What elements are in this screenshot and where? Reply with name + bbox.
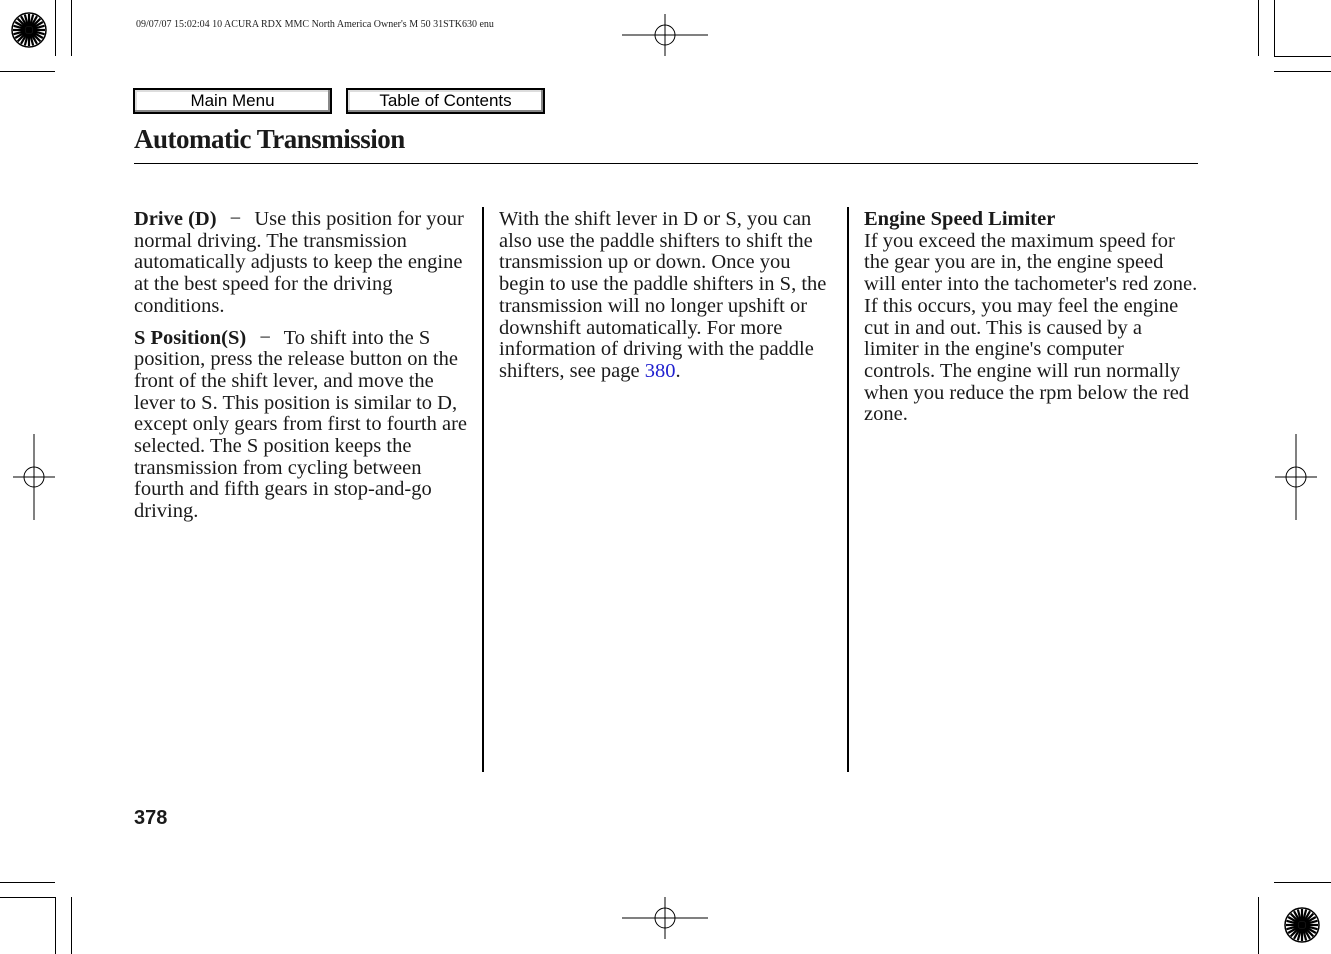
em-dash: − bbox=[259, 326, 271, 349]
period: . bbox=[675, 359, 681, 382]
crop-mark bbox=[1258, 897, 1259, 954]
column-divider bbox=[847, 207, 849, 772]
paragraph-text: If you exceed the maximum speed for the gear you are in, the engine speed will enter into the tachometer's red zone. If this occurs, you may feel the engine cut in and out. This is caused by a limiter in the engine's computer controls. The engine will run normally when you reduce the rpm below the red zone. bbox=[864, 229, 1198, 426]
crop-mark bbox=[1258, 0, 1259, 56]
registration-wheel-icon bbox=[10, 11, 48, 49]
crosshair-target-icon bbox=[622, 897, 708, 939]
term-s-position: S Position(S) bbox=[134, 326, 247, 349]
paragraph-paddle bbox=[499, 209, 834, 383]
print-header: 09/07/07 15:02:04 10 ACURA RDX MMC North America Owner's M 50 31STK630 enu bbox=[136, 19, 494, 30]
paragraph-text: With the shift lever in D or S, you can also use the paddle shifters to shift the transmission up or down. Once you begin to use the paddle shifters in S, the transmission will no longer upshift or downshift automatically. For more information of driving with the paddle shifters, see page bbox=[499, 208, 827, 382]
table-of-contents-button[interactable]: Table of Contents bbox=[346, 88, 545, 114]
title-divider bbox=[134, 163, 1198, 164]
column-drive-modes bbox=[134, 209, 469, 533]
crop-mark bbox=[55, 0, 56, 56]
main-menu-button[interactable]: Main Menu bbox=[133, 88, 332, 114]
crop-mark bbox=[71, 897, 72, 954]
column-paddle-shifters bbox=[499, 209, 834, 393]
term-drive: Drive (D) bbox=[134, 208, 217, 230]
column-divider bbox=[482, 207, 484, 772]
paragraph-text: To shift into the S position, press the release button on the front of the shift lever, and move the lever to S. This position is similar to D, except only gears from first to fourth are selected. The S position keeps the transmission from cycling between fourth and fifth gears in stop-and-go driving. bbox=[134, 326, 468, 523]
column-engine-speed-limiter bbox=[864, 209, 1199, 436]
crop-mark bbox=[1274, 56, 1331, 57]
crosshair-target-icon bbox=[1275, 434, 1317, 520]
crop-mark bbox=[1274, 71, 1331, 72]
crop-mark bbox=[1274, 0, 1275, 56]
page-380-link[interactable]: 380 bbox=[644, 359, 676, 382]
em-dash: − bbox=[229, 208, 242, 230]
crop-mark bbox=[0, 71, 55, 72]
registration-wheel-icon bbox=[1283, 906, 1321, 944]
crop-mark bbox=[0, 897, 55, 898]
paragraph-text: Use this position for your normal driving. The transmission automatically adjusts to keep the engine at the best speed for the driving conditions. bbox=[134, 208, 464, 317]
page-number: 378 bbox=[134, 807, 168, 829]
paragraph-drive bbox=[134, 209, 469, 318]
crop-mark bbox=[55, 897, 56, 954]
paragraph-s-position bbox=[134, 328, 469, 523]
crop-mark bbox=[0, 882, 55, 883]
section-heading: Engine Speed Limiter bbox=[864, 208, 1056, 230]
page-title: Automatic Transmission bbox=[134, 124, 405, 154]
crosshair-target-icon bbox=[13, 434, 55, 520]
crop-mark bbox=[1274, 882, 1331, 883]
crosshair-target-icon bbox=[622, 14, 708, 56]
crop-mark bbox=[71, 0, 72, 56]
